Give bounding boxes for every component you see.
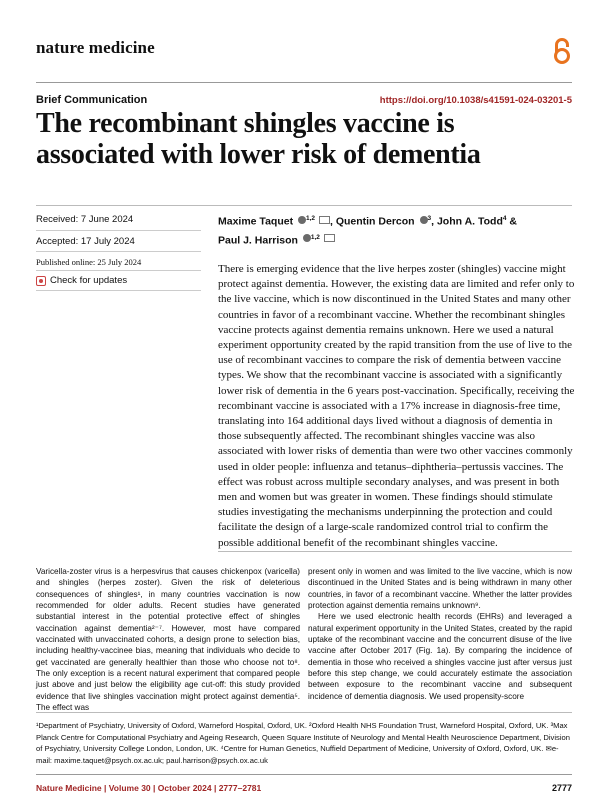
- body-paragraph: Varicella-zoster virus is a herpesvirus that causes chickenpox (varicella) and shingles (herpes zoster). Given the risk of deleterious consequences of shingles¹, in many countries vaccination is now recommended for older adults. Recent studies have generated substantial interest in the potential protective effect of shingles vaccination against dementia²⁻⁷. However, most have compared vaccinated with unvaccinated cohorts, a design prone to selection bias, including healthy-vaccinee bias, meaning that individuals who decide to get vaccinated are generally healthier than those who choose not to⁸. The only exception is a recent natural experiment that compared people just above and just below the eligibility age cut-off: this study provided evidence that live shingles vaccination might protect against dementia⁵. The effect was: [36, 567, 300, 713]
- orcid-icon[interactable]: [298, 216, 306, 224]
- body-paragraph: Here we used electronic health records (EHRs) and leveraged a natural experiment opportunity in the United States, created by the rapid uptake of the recombinant vaccine and the concurrent disuse of the live vaccine after October 2017 (Fig. 1a). By comparing the incidence of dementia in those who received a shingles vaccine just after versus just before this step change, we could accurately estimate the association between exposure to the recombinant vaccine and subsequent incidence of dementia diagnosis. We used propensity-score: [308, 612, 572, 701]
- footer-divider: [36, 774, 572, 775]
- author-name[interactable]: Paul J. Harrison: [218, 234, 298, 246]
- author-separator: &: [506, 215, 517, 228]
- check-updates-label: Check for updates: [50, 275, 128, 286]
- title-divider: [36, 205, 572, 206]
- author-list: Maxime Taquet $^{1,2}$ , Quentin Dercon $^3$, John A. Todd$^4$ & Paul J. Harrison $^{1,2}$: [218, 215, 517, 246]
- meta-divider: [36, 270, 201, 271]
- meta-divider: [36, 290, 201, 291]
- orcid-icon[interactable]: [420, 216, 428, 224]
- author-name[interactable]: Maxime Taquet: [218, 215, 294, 228]
- abstract: There is emerging evidence that the live herpes zoster (shingles) vaccine might protect against dementia. However, the existing data are limited and refer only to the live vaccine, which is now discontinued in the United States and many other countries in favor of a recombinant vaccine. Whether the recombinant shingles vaccine protects against dementia remains unknown. Here we used a natural experiment opportunity created by the rapid transition from the use of live to the use of recombinant vaccines to compare the risk of dementia between vaccine types. We show that the recombinant vaccine is associated with a significantly lower risk of dementia in the 6 years post-vaccination. Specifically, receiving the recombinant vaccine is associated with a 17% increase in diagnosis-free time, translating into 164 additional days lived without a diagnosis of dementia in those subsequently affected. The recombinant shingles vaccine was also associated with lower risks of dementia than were two other vaccines commonly used in older people: influenza and tetanus–diphtheria–pertussis vaccines. The effect was robust across multiple secondary analyses, and was present in both men and women but was greater in women. These findings should stimulate studies investigating the mechanisms underpinning the protection and could facilitate the design of a large-scale randomized control trial to confirm the possible additional benefit of the recombinant shingles vaccine.: [218, 263, 575, 549]
- article-type: Brief Communication: [36, 94, 148, 106]
- body-column-right: [308, 566, 572, 702]
- author-name[interactable]: John A. Todd: [436, 215, 503, 228]
- journal-name: nature medicine: [36, 38, 155, 57]
- author-affiliation-sup: 3: [427, 215, 432, 222]
- meta-divider: [36, 251, 201, 252]
- published-date: Published online: 25 July 2024: [36, 257, 142, 267]
- body-paragraph: present only in women and was limited to the live vaccine, which is now discontinued in the United States and is being withdrawn in many other countries, in favor of a recombinant vaccine. Whether the latter provides protection against dementia remains unknown⁹.: [308, 567, 572, 611]
- affiliations-divider: [36, 712, 572, 713]
- doi-link[interactable]: https://doi.org/10.1038/s41591-024-03201-5: [379, 95, 572, 106]
- check-updates-button[interactable]: [36, 275, 201, 286]
- email-icon[interactable]: [324, 234, 335, 242]
- body-column-left: [36, 566, 300, 713]
- check-updates-icon: [36, 276, 46, 286]
- article-title: The recombinant shingles vaccine is associated with lower risk of dementia: [36, 108, 481, 170]
- orcid-icon[interactable]: [303, 234, 311, 242]
- author-affiliation-sup: 1,2: [310, 233, 320, 241]
- open-access-icon[interactable]: [552, 36, 572, 66]
- author-affiliation-sup: 4: [502, 215, 507, 222]
- email-icon[interactable]: [319, 216, 330, 224]
- author-name[interactable]: Quentin Dercon: [335, 215, 415, 228]
- received-date: Received: 7 June 2024: [36, 214, 134, 225]
- meta-divider: [36, 230, 201, 231]
- top-divider: [36, 82, 572, 83]
- author-affiliation-sup: 1,2: [306, 215, 316, 222]
- footer-citation[interactable]: Nature Medicine | Volume 30 | October 2024 | 2777–2781: [36, 783, 262, 793]
- accepted-date: Accepted: 17 July 2024: [36, 236, 135, 247]
- page-number: 2777: [551, 783, 572, 793]
- affiliations: ¹Department of Psychiatry, University of Oxford, Warneford Hospital, Oxford, UK. ²Oxford Health NHS Foundation Trust, Warneford Hospital, Oxford, UK. ³Max Planck Centre for Computational Psychiatry and Ageing Research, Queen Square Institute of Neurology and Mental Health Neuroscience Department, Division of Psychiatry, University College London, London, UK. ⁴Centre for Human Genetics, Nuffield Department of Medicine, University of Oxford, Oxford, UK. ✉e-mail: maxime.taquet@psych.ox.ac.uk; paul.harrison@psych.ox.ac.uk: [36, 721, 570, 765]
- abstract-divider: [218, 551, 572, 552]
